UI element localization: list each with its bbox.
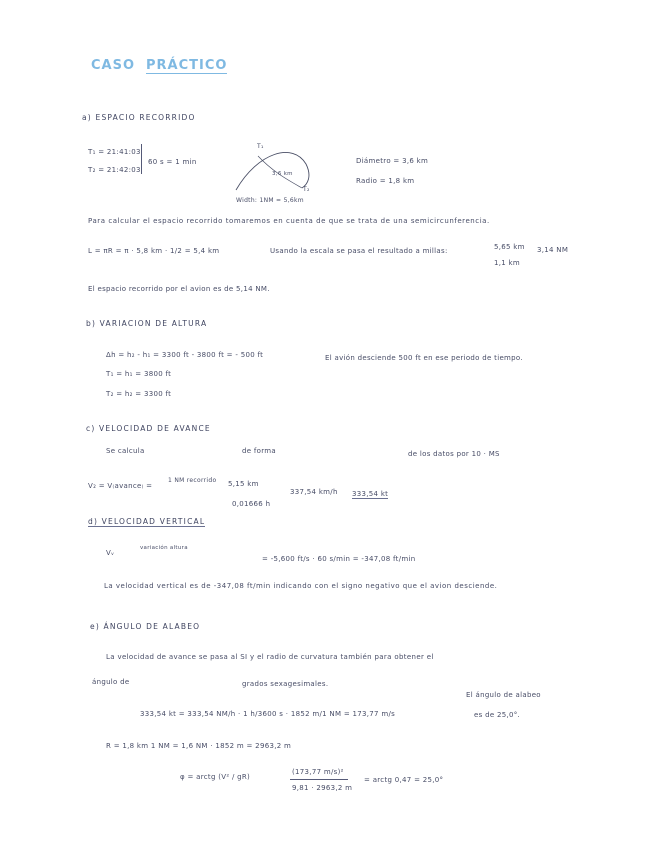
section-b-heading: b) VARIACION DE ALTURA	[86, 319, 208, 328]
speed-text-a: Se calcula	[106, 447, 145, 455]
altitude-t2: T₂ = h₂ = 3300 ft	[106, 390, 172, 398]
bank-final-result: = arctg 0,47 = 25,0°	[364, 776, 444, 784]
vertical-speed-eq: = -5,600 ft/s · 60 s/min = -347,08 ft/min	[262, 555, 416, 563]
radio-text: Radio = 1,8 km	[356, 177, 415, 185]
speed-eq-top: 1 NM recorrido	[168, 477, 217, 484]
bank-result-note1: El ángulo de alabeo	[466, 691, 541, 699]
bank-text2a: ángulo de	[92, 678, 130, 686]
page-title-caso: CASO	[91, 58, 136, 73]
bank-result-note2: es de 25,0°.	[474, 711, 521, 719]
conversion-km: 5,65 km	[494, 243, 525, 251]
conversion-scale: 1,1 km	[494, 259, 521, 267]
vertical-speed-text: La velocidad vertical es de -347,08 ft/min indicando con el signo negativo que el avion desciende.	[104, 582, 498, 590]
brace	[140, 144, 142, 174]
speed-val-km: 5,15 km	[228, 480, 259, 488]
conversion-nm: 3,14 NM	[537, 246, 569, 254]
bank-frac-bottom: 9,81 · 2963,2 m	[292, 784, 353, 792]
bank-radius-line: R = 1,8 km 1 NM = 1,6 NM · 1852 m = 2963,2 m	[106, 742, 292, 750]
bank-frac-top: (173,77 m/s)²	[292, 768, 344, 776]
vertical-speed-small: variación altura	[140, 545, 188, 551]
time-t2: T₂ = 21:42:03	[88, 166, 141, 174]
diametro-text: Diámetro = 3,6 km	[356, 157, 429, 165]
bank-phi-formula: φ = arctg (V² / gR)	[180, 773, 251, 781]
speed-eq-left: V₂ = V₍avance₎ =	[88, 482, 153, 490]
speed-val-kmh: 337,54 km/h	[290, 488, 338, 496]
altitude-comment: El avión desciende 500 ft en ese periodo de tiempo.	[325, 354, 523, 362]
section-c-heading: c) VELOCIDAD DE AVANCE	[86, 424, 211, 433]
page-title-practico: PRÁCTICO	[146, 58, 228, 73]
diagram-t1-label: T₁	[257, 143, 264, 150]
section-a-heading: a) ESPACIO RECORRIDO	[82, 113, 196, 122]
bank-text2b: grados sexagesimales.	[242, 680, 329, 688]
section-e-heading: e) ÁNGULO DE ALABEO	[90, 622, 201, 631]
section-a-text1: Para calcular el espacio recorrido tomaremos en cuenta de que se trata de una semicircunferencia.	[88, 217, 490, 225]
altitude-delta: Δh = h₂ - h₁ = 3300 ft - 3800 ft = - 500 ft	[106, 351, 264, 359]
diagram-width-label: Width: 1NM = 5,6km	[236, 197, 304, 204]
section-a-formula-text: Usando la escala se pasa el resultado a millas:	[270, 247, 448, 255]
speed-text-c: de los datos por 10 · MS	[408, 450, 500, 458]
diagram-t2-label: T₂	[303, 186, 310, 193]
diagram-arc-label: 3,6 km	[272, 171, 293, 177]
speed-text-b: de forma	[242, 447, 276, 455]
altitude-t1: T₁ = h₁ = 3800 ft	[106, 370, 172, 378]
vertical-speed-symbol: Vᵥ	[106, 549, 115, 557]
bank-conversion: 333,54 kt = 333,54 NM/h · 1 h/3600 s · 1852 m/1 NM = 173,77 m/s	[140, 710, 396, 718]
speed-val-h: 0,01666 h	[232, 500, 271, 508]
section-d-heading: d) VELOCIDAD VERTICAL	[88, 517, 206, 526]
section-a-formula: L = πR = π · 5,8 km · 1/2 = 5,4 km	[88, 247, 220, 255]
speed-val-kt: 333,54 kt	[352, 490, 389, 498]
fraction-bar	[290, 779, 348, 780]
section-a-text2: El espacio recorrido por el avion es de 5,14 NM.	[88, 285, 270, 293]
time-delta: 60 s = 1 min	[148, 158, 197, 166]
time-t1: T₁ = 21:41:03	[88, 148, 141, 156]
bank-text1: La velocidad de avance se pasa al SI y el radio de curvatura también para obtener el	[106, 653, 434, 661]
